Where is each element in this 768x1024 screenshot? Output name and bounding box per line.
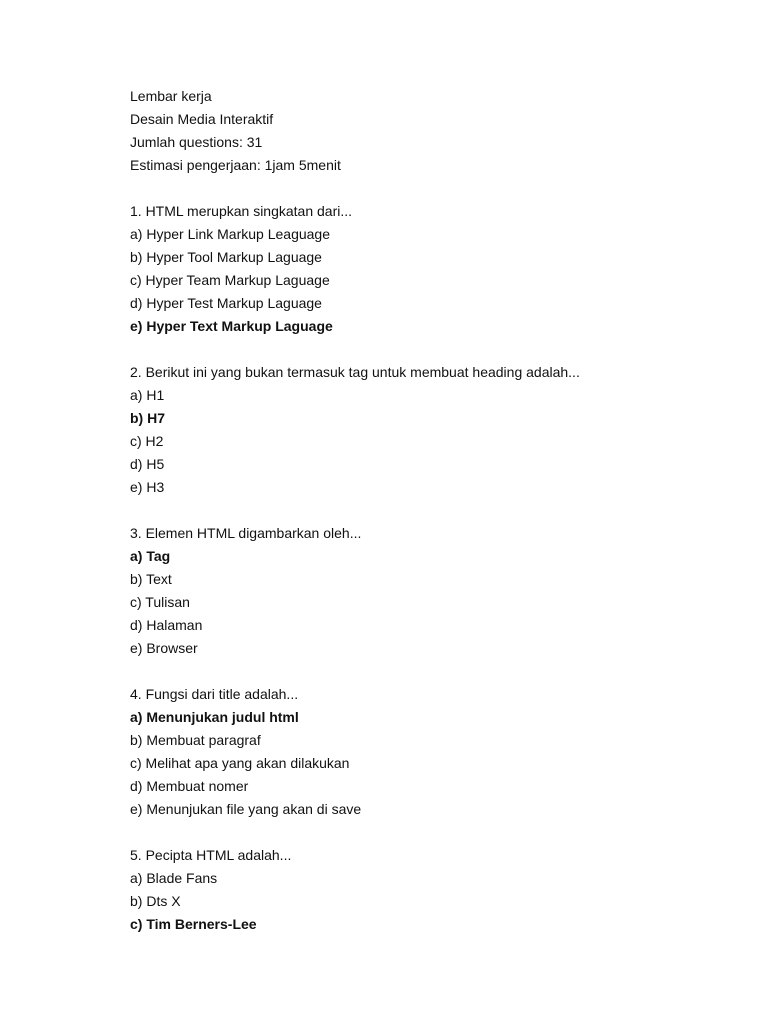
option-c: c) Hyper Team Markup Laguage: [130, 272, 330, 288]
question-text: 5. Pecipta HTML adalah...: [130, 847, 292, 863]
option-d: d) Hyper Test Markup Laguage: [130, 295, 322, 311]
question-block-4: [130, 683, 730, 821]
question-block-3: [130, 522, 730, 660]
question-block-1: [130, 200, 730, 338]
option-a: a) Hyper Link Markup Leaguage: [130, 226, 331, 242]
spacer: [130, 821, 730, 844]
estimated-time: Estimasi pengerjaan: 1jam 5menit: [130, 157, 341, 173]
option-e: e) Menunjukan file yang akan di save: [130, 801, 362, 817]
option-b-answer: b) H7: [130, 410, 165, 426]
option-a: a) H1: [130, 387, 165, 403]
spacer: [130, 177, 730, 200]
option-e: e) H3: [130, 479, 165, 495]
option-b: b) Hyper Tool Markup Laguage: [130, 249, 322, 265]
spacer: [130, 660, 730, 683]
question-block-2: [130, 361, 730, 499]
worksheet-title: Lembar kerja: [130, 88, 212, 104]
option-a-answer: a) Tag: [130, 548, 171, 564]
worksheet-header: [130, 85, 730, 177]
question-text: 4. Fungsi dari title adalah...: [130, 686, 299, 702]
question-text: 3. Elemen HTML digambarkan oleh...: [130, 525, 362, 541]
option-d: d) H5: [130, 456, 165, 472]
subject-name: Desain Media Interaktif: [130, 111, 274, 127]
option-d: d) Membuat nomer: [130, 778, 249, 794]
spacer: [130, 338, 730, 361]
option-c-answer: c) Tim Berners-Lee: [130, 916, 257, 932]
option-c: c) Tulisan: [130, 594, 190, 610]
option-b: b) Dts X: [130, 893, 181, 909]
option-a-answer: a) Menunjukan judul html: [130, 709, 299, 725]
option-c: c) Melihat apa yang akan dilakukan: [130, 755, 350, 771]
option-d: d) Halaman: [130, 617, 203, 633]
option-c: c) H2: [130, 433, 164, 449]
option-b: b) Membuat paragraf: [130, 732, 261, 748]
option-b: b) Text: [130, 571, 172, 587]
question-text: 1. HTML merupkan singkatan dari...: [130, 203, 353, 219]
option-e-answer: e) Hyper Text Markup Laguage: [130, 318, 333, 334]
question-text: 2. Berikut ini yang bukan termasuk tag untuk membuat heading adalah...: [130, 364, 580, 380]
option-a: a) Blade Fans: [130, 870, 218, 886]
question-count: Jumlah questions: 31: [130, 134, 263, 150]
option-e: e) Browser: [130, 640, 198, 656]
worksheet-page: [130, 85, 730, 936]
question-block-5: [130, 844, 730, 936]
spacer: [130, 499, 730, 522]
